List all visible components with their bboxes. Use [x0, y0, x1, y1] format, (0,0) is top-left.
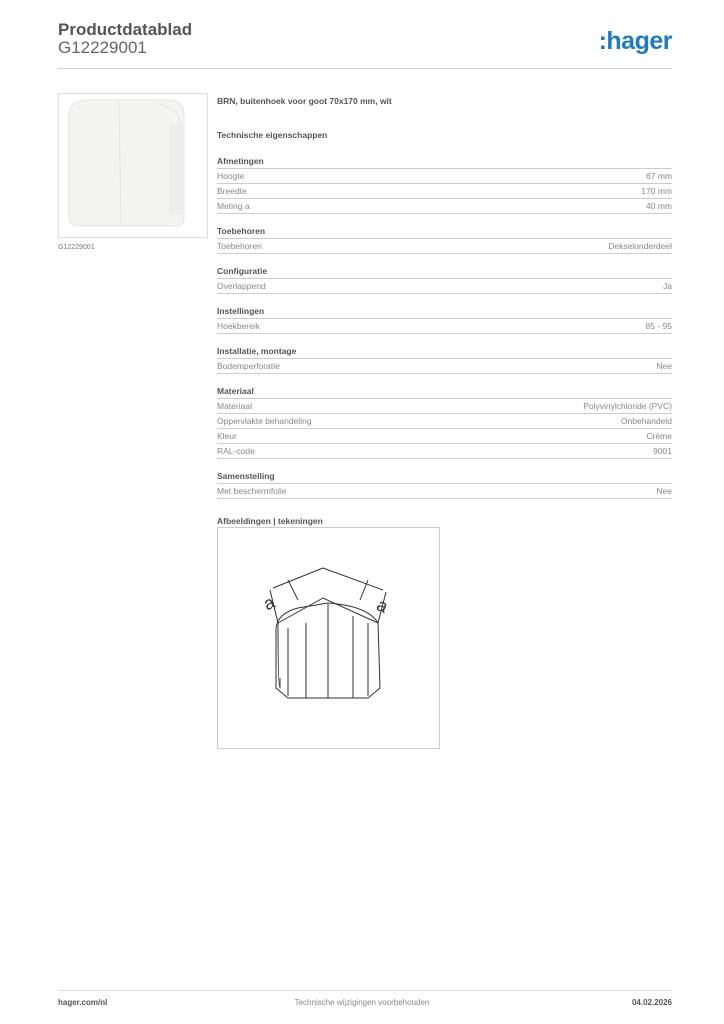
spec-row — [217, 414, 672, 429]
section-title: Configuratie — [217, 264, 672, 279]
section-title: Installatie, montage — [217, 344, 672, 359]
spec-label: RAL-code — [217, 446, 255, 456]
spec-label: Meting a — [217, 201, 250, 211]
page-title: Productdatablad — [58, 20, 193, 39]
spec-section — [217, 469, 672, 499]
hager-logo: :hager — [598, 27, 672, 55]
spec-section — [217, 224, 672, 254]
spec-value: 9001 — [653, 446, 672, 456]
spec-row — [217, 279, 672, 294]
technical-drawing — [217, 527, 440, 749]
spec-row — [217, 359, 672, 374]
spec-section — [217, 264, 672, 294]
spec-label: Kleur — [217, 431, 237, 441]
spec-label: Bodemperforatie — [217, 361, 280, 371]
section-title: Toebehoren — [217, 224, 672, 239]
spec-row — [217, 444, 672, 459]
product-image — [58, 93, 208, 238]
spec-row — [217, 199, 672, 214]
spec-section — [217, 304, 672, 334]
spec-row — [217, 399, 672, 414]
section-title: Instellingen — [217, 304, 672, 319]
spec-value: 170 mm — [641, 186, 672, 196]
footer-date: 04.02.2026 — [631, 998, 672, 1007]
spec-row — [217, 484, 672, 499]
spec-section — [217, 384, 672, 459]
dimension-label-a-right: a — [373, 594, 392, 617]
spec-section — [217, 344, 672, 374]
spec-row — [217, 169, 672, 184]
dimension-label-a-left: a — [260, 591, 278, 615]
spec-label: Hoogte — [217, 171, 245, 181]
section-title: Materiaal — [217, 384, 672, 399]
spec-section — [217, 154, 672, 214]
spec-row — [217, 319, 672, 334]
spec-label: Oppervlakte behandeling — [217, 416, 312, 426]
spec-value: Dekselonderdeel — [608, 241, 672, 251]
spec-value: Onbehandeld — [620, 416, 672, 426]
product-specs — [217, 96, 672, 526]
product-code: G12229001 — [58, 38, 147, 57]
product-description: BRN, buitenhoek voor goot 70x170 mm, wit — [217, 96, 392, 106]
spec-label: Materiaal — [217, 401, 252, 411]
tech-properties-title: Technische eigenschappen — [217, 130, 328, 140]
spec-label: Hoekbereik — [217, 321, 260, 331]
footer-divider — [58, 990, 672, 991]
spec-value: Ja — [663, 281, 672, 291]
spec-label: Breedte — [217, 186, 247, 196]
spec-value: 40 mm — [646, 201, 672, 211]
spec-row — [217, 184, 672, 199]
spec-value: Polyvinylchloride (PVC) — [583, 401, 672, 411]
spec-value: Nee — [656, 361, 672, 371]
section-title: Samenstelling — [217, 469, 672, 484]
footer-website-link[interactable]: hager.com/nl — [58, 998, 108, 1007]
spec-label: Met beschermfolie — [217, 486, 287, 496]
images-title: Afbeeldingen | tekeningen — [217, 516, 323, 526]
spec-row — [217, 429, 672, 444]
header-divider — [58, 68, 672, 69]
spec-value: 67 mm — [646, 171, 672, 181]
spec-value: Nee — [656, 486, 672, 496]
spec-label: Overlappend — [217, 281, 266, 291]
product-image-caption: G12229001 — [58, 244, 95, 251]
spec-label: Toebehoren — [217, 241, 262, 251]
spec-value: 85 - 95 — [645, 321, 672, 331]
spec-row — [217, 239, 672, 254]
footer-disclaimer: Technische wijzigingen voorbehouden — [294, 998, 430, 1007]
section-title: Afmetingen — [217, 154, 672, 169]
spec-value: Crème — [646, 431, 672, 441]
